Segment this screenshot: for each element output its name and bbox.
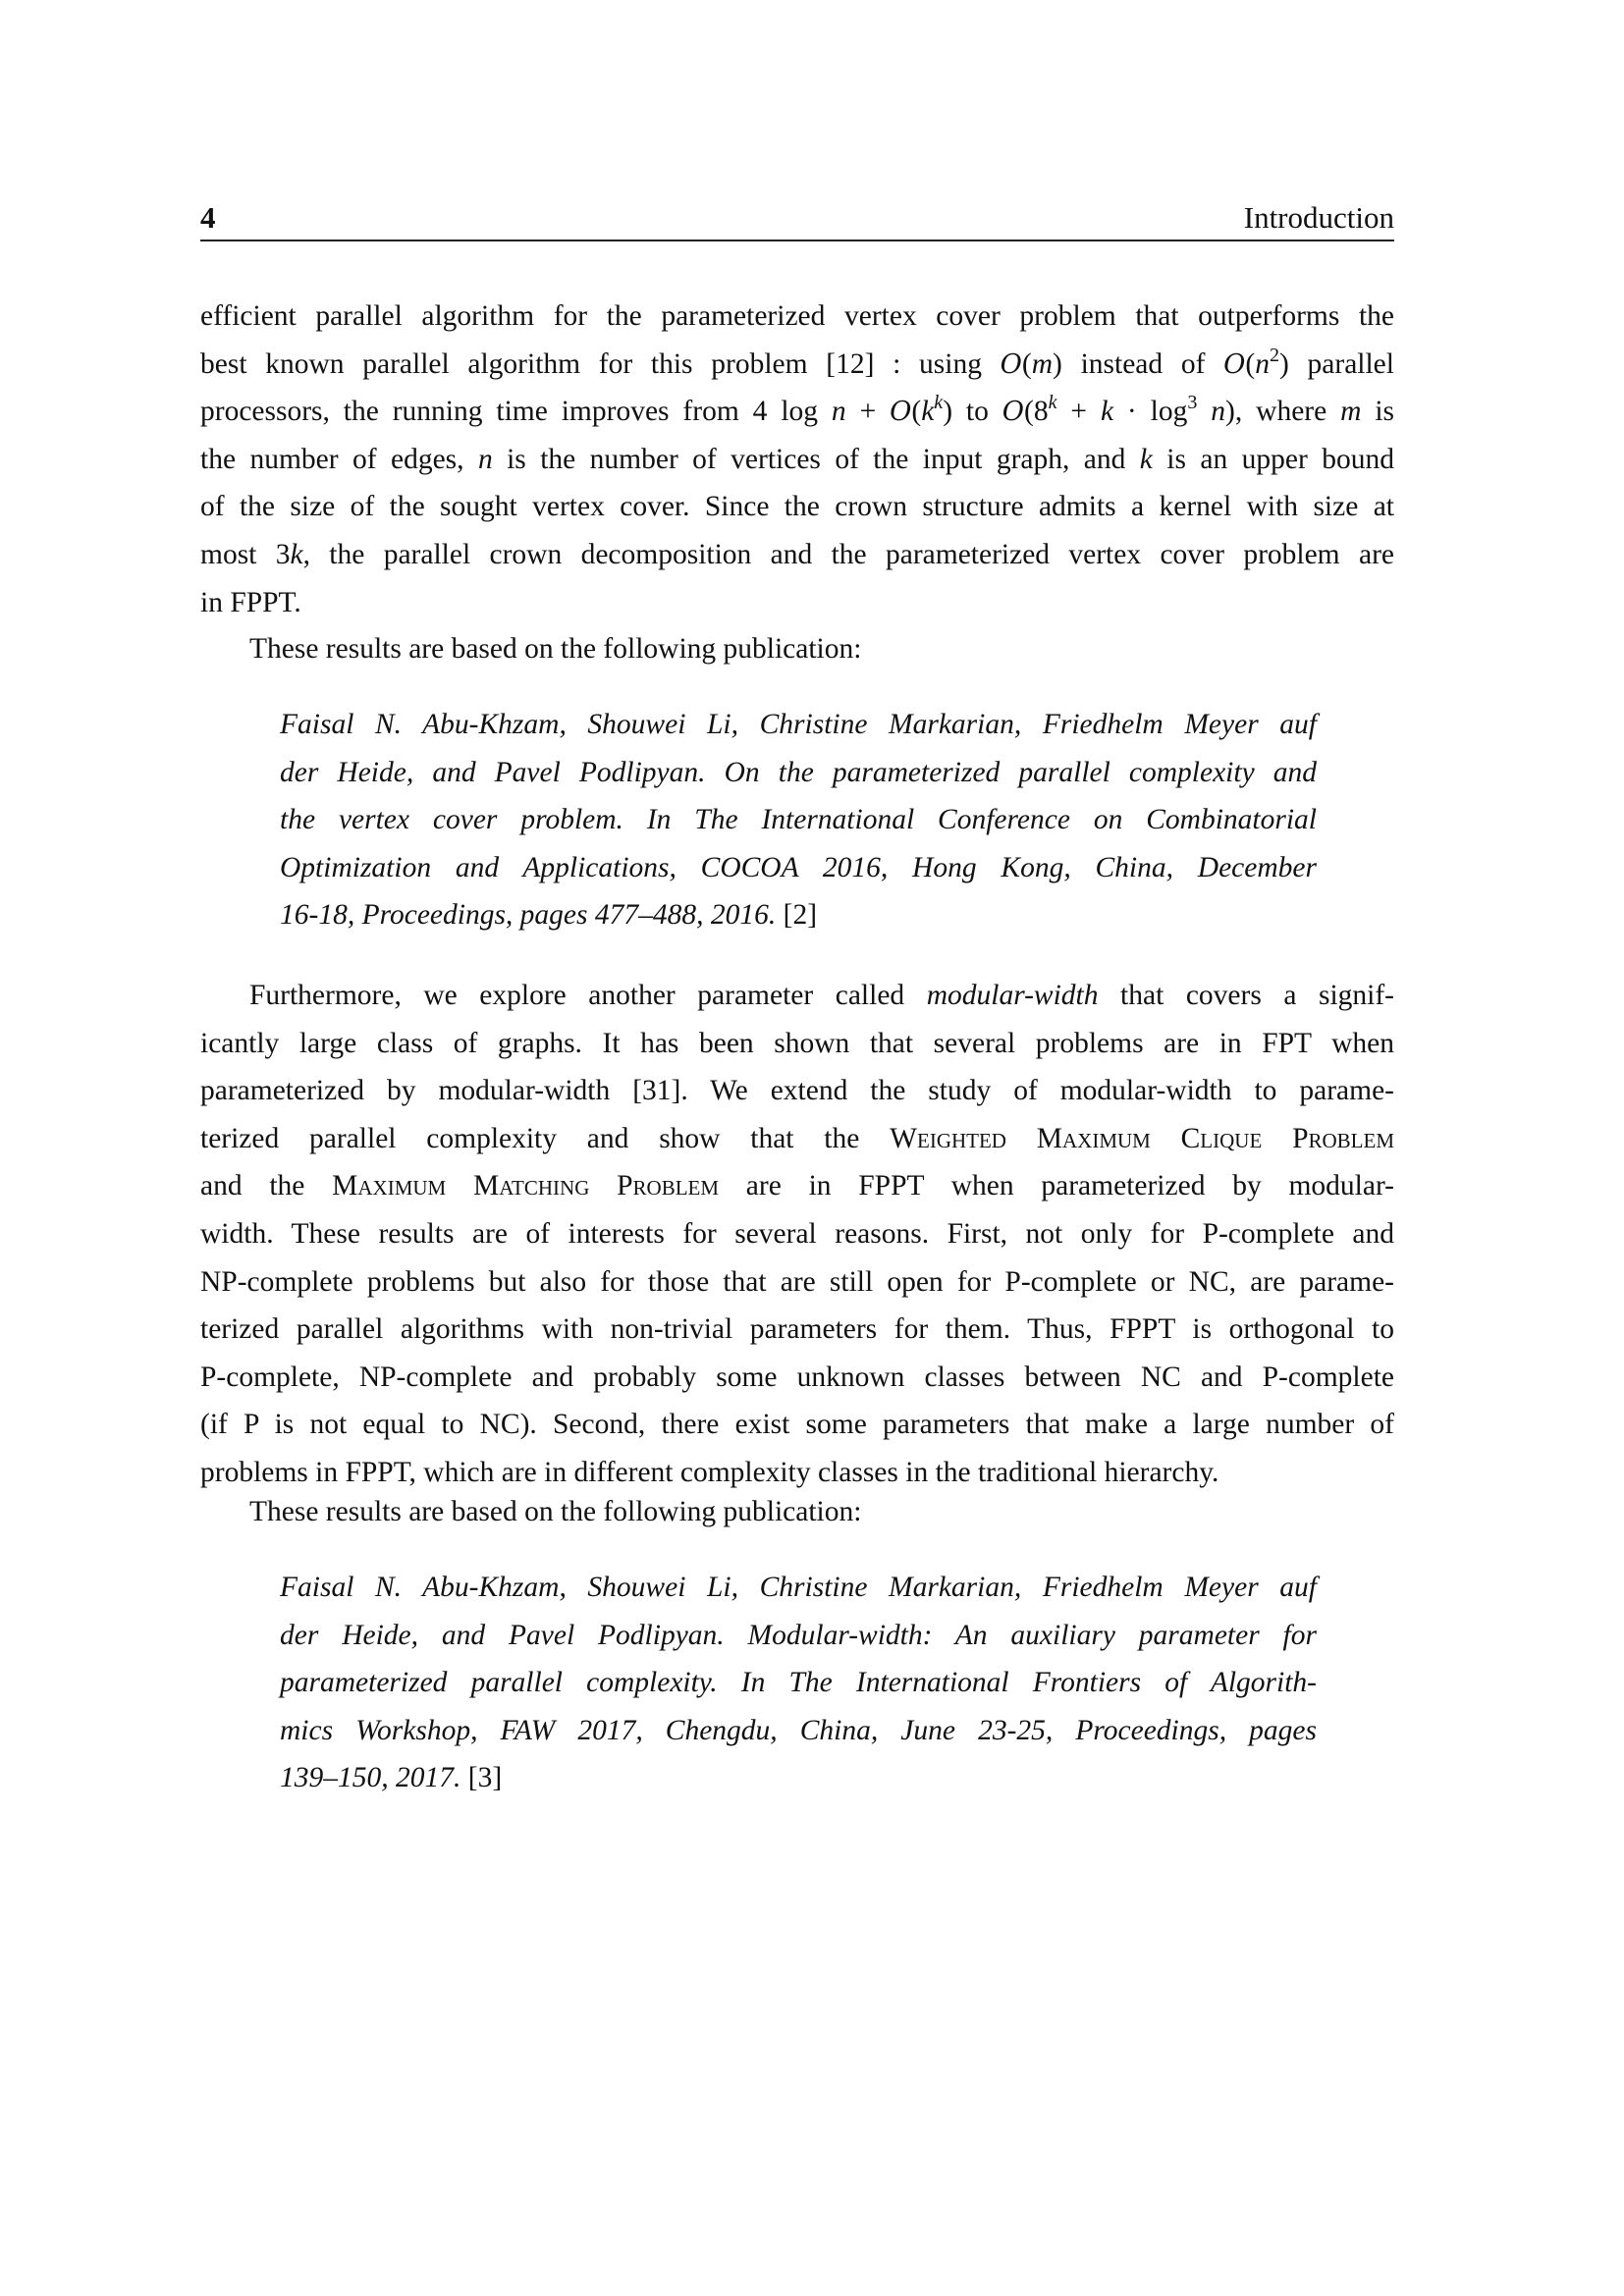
- citation-ref: [2]: [783, 899, 818, 932]
- text-run: ) to: [943, 396, 1002, 428]
- text-line: [200, 579, 1394, 627]
- text-line: [280, 1564, 1317, 1612]
- text-run: (if P is not equal to NC). Second, there exist some parameters that make a large number of: [200, 1409, 1394, 1441]
- math-run: modular-width: [926, 980, 1099, 1011]
- text-run: +: [1056, 396, 1101, 428]
- text-line: [200, 1020, 1394, 1068]
- math-run: k: [921, 396, 935, 428]
- text-run: and the: [200, 1170, 333, 1202]
- text-line: [280, 1612, 1317, 1660]
- math-run: k: [1048, 392, 1057, 414]
- text-run: width. These results are of interests for several reasons. First, not only for P-complete and: [200, 1217, 1394, 1250]
- text-run: der Heide, and Pavel Podlipyan. Modular-width: An auxiliary parameter for: [280, 1619, 1317, 1651]
- math-run: k: [290, 538, 303, 570]
- text-run: processors, the running time improves from 4 log: [200, 396, 832, 428]
- text-line: [200, 436, 1394, 484]
- math-run: n: [1255, 347, 1270, 380]
- text-run: (: [911, 396, 922, 428]
- text-run: P-complete, NP-complete and probably some unknown classes between NC and P-complete: [200, 1361, 1394, 1393]
- math-run: k: [1139, 443, 1153, 475]
- problem-name: Maximum Matching Problem: [332, 1170, 720, 1202]
- math-run: n: [477, 443, 493, 475]
- math-run: O: [1000, 348, 1022, 380]
- text-run: are in FPPT when parameterized by modular-: [719, 1170, 1394, 1202]
- text-run: Furthermore, we explore another parameter called: [249, 980, 927, 1011]
- math-run: O: [1223, 348, 1246, 380]
- text-line: [200, 1401, 1394, 1449]
- text-run: (: [1245, 347, 1256, 380]
- text-line: [280, 701, 1317, 749]
- text-line: [200, 388, 1394, 436]
- text-line: [280, 891, 1317, 939]
- math-run: m: [1340, 396, 1362, 428]
- math-run: 3: [1187, 392, 1198, 414]
- text-run: terized parallel algorithms with non-trivial parameters for them. Thus, FPPT is orthogonal to: [200, 1313, 1394, 1346]
- text-run: that covers a signif-: [1098, 980, 1395, 1011]
- math-run: n: [1211, 396, 1226, 428]
- text-line: [200, 1067, 1394, 1115]
- text-run: +: [845, 396, 891, 428]
- text-run: of the size of the sought vertex cover. Since the crown structure admits a kernel with size at: [200, 491, 1394, 523]
- paragraph-vertex-cover: [200, 293, 1394, 626]
- text-run: (: [1021, 347, 1032, 380]
- text-run: der Heide, and Pavel Podlipyan. On the parameterized parallel complexity and: [280, 756, 1317, 788]
- publication-quote: [280, 701, 1317, 939]
- text-line: [280, 844, 1317, 892]
- math-run: O: [890, 397, 912, 428]
- text-run: is an upper bound: [1152, 443, 1394, 475]
- text-run: mics Workshop, FAW 2017, Chengdu, China, June 23-25, Proceedings, pages: [280, 1714, 1317, 1746]
- citation-ref: [3]: [467, 1762, 503, 1794]
- text-run: is the number of vertices of the input graph, and: [492, 443, 1140, 475]
- text-line: [280, 1659, 1317, 1707]
- text-line: [280, 796, 1317, 844]
- text-line: [200, 1258, 1394, 1307]
- text-line: [280, 749, 1317, 797]
- text-line: [200, 1162, 1394, 1210]
- chapter-title: Introduction: [1243, 200, 1394, 235]
- text-line: [200, 531, 1394, 579]
- text-line: [200, 625, 1394, 673]
- text-run: is: [1361, 396, 1394, 428]
- text-run: the number of edges,: [200, 443, 478, 475]
- text-run: These results are based on the following publication:: [249, 1496, 862, 1527]
- text-run: efficient parallel algorithm for the parameterized vertex cover problem that outperforms the: [200, 300, 1394, 332]
- math-run: m: [1031, 347, 1054, 380]
- text-line: [280, 1707, 1317, 1755]
- page-number: 4: [200, 200, 216, 235]
- math-run: k: [1100, 396, 1114, 428]
- text-line: [200, 1115, 1394, 1163]
- text-run: , the parallel crown decomposition and the parameterized vertex cover problem are: [302, 538, 1394, 570]
- text-run: Faisal N. Abu-Khzam, Shouwei Li, Christine Markarian, Friedhelm Meyer auf: [280, 1572, 1317, 1603]
- text-line: [200, 341, 1394, 389]
- math-run: O: [1001, 397, 1025, 428]
- text-run: most 3: [200, 538, 291, 570]
- text-run: ) parallel: [1279, 347, 1394, 380]
- text-run: the vertex cover problem. In The International Conference on Combinatorial: [280, 804, 1317, 836]
- text-run: (8: [1024, 396, 1049, 428]
- text-run: in FPPT.: [200, 586, 301, 618]
- text-run: These results are based on the following publication:: [249, 633, 862, 665]
- text-run: ), where: [1225, 396, 1341, 428]
- math-run: 2: [1269, 344, 1279, 366]
- text-line: [200, 293, 1394, 341]
- math-run: n: [831, 396, 846, 428]
- problem-name: Weighted Maximum Clique Problem: [890, 1122, 1394, 1154]
- text-run: · log: [1113, 396, 1188, 428]
- paragraph-publication-intro: [200, 1488, 1394, 1536]
- text-run: parameterized parallel complexity. In The International Frontiers of Algorith-: [280, 1667, 1317, 1699]
- text-run: Optimization and Applications, COCOA 2016, Hong Kong, China, December: [280, 851, 1317, 883]
- text-line: [200, 1210, 1394, 1258]
- text-line: [280, 1754, 1317, 1802]
- text-run: Faisal N. Abu-Khzam, Shouwei Li, Christine Markarian, Friedhelm Meyer auf: [280, 709, 1317, 740]
- text-line: [200, 1488, 1394, 1536]
- publication-quote: [280, 1564, 1317, 1802]
- paragraph-publication-intro: [200, 625, 1394, 673]
- text-line: [200, 483, 1394, 531]
- text-run: problems in FPPT, which are in different complexity classes in the traditional hierarchy.: [200, 1456, 1219, 1488]
- text-line: [200, 972, 1394, 1020]
- text-line: [200, 1354, 1394, 1402]
- text-run: 139–150, 2017.: [280, 1762, 468, 1794]
- text-run: icantly large class of graphs. It has been shown that several problems are in FPT when: [200, 1027, 1394, 1059]
- text-run: [1197, 396, 1211, 427]
- text-run: parameterized by modular-width [31]. We extend the study of modular-width to parame-: [200, 1075, 1394, 1107]
- text-run: terized parallel complexity and show that the: [200, 1122, 891, 1154]
- text-run: NP-complete problems but also for those that are still open for P-complete or NC, are parame-: [200, 1265, 1394, 1298]
- text-run: 16-18, Proceedings, pages 477–488, 2016.: [280, 899, 784, 932]
- running-header: [200, 196, 1394, 241]
- text-run: best known parallel algorithm for this problem [12] : using: [200, 347, 1001, 380]
- paragraph-modular-width: [200, 972, 1394, 1497]
- text-line: [200, 1306, 1394, 1354]
- text-run: ) instead of: [1053, 347, 1224, 380]
- math-run: k: [934, 392, 944, 414]
